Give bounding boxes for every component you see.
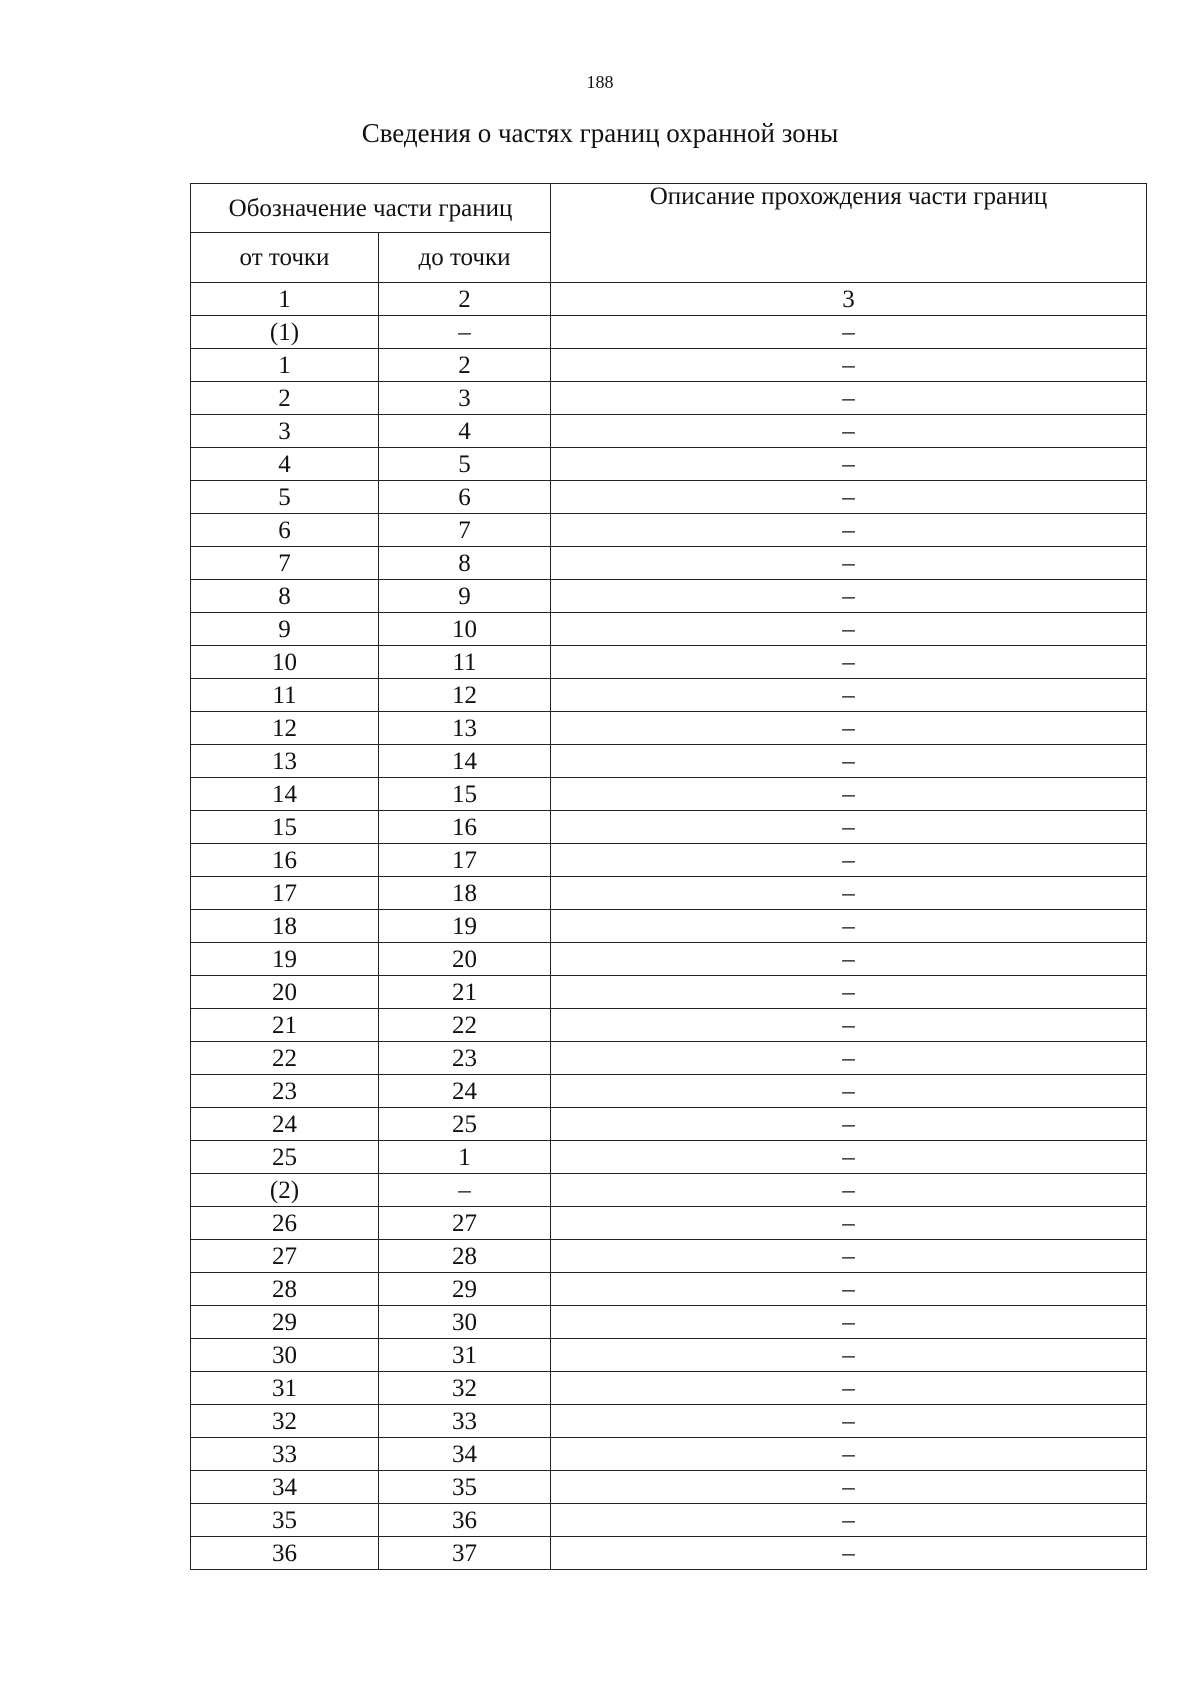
cell-from-point: (2) xyxy=(191,1174,379,1207)
table-row xyxy=(191,613,1147,646)
column-number: 2 xyxy=(379,283,551,316)
table-row xyxy=(191,943,1147,976)
cell-from-point: 8 xyxy=(191,580,379,613)
cell-description: – xyxy=(551,481,1147,514)
cell-from-point: 33 xyxy=(191,1438,379,1471)
cell-description: – xyxy=(551,1207,1147,1240)
table-row xyxy=(191,1471,1147,1504)
cell-description: – xyxy=(551,1372,1147,1405)
cell-to-point: 8 xyxy=(379,547,551,580)
cell-to-point: 23 xyxy=(379,1042,551,1075)
cell-to-point: 1 xyxy=(379,1141,551,1174)
cell-to-point: 18 xyxy=(379,877,551,910)
cell-from-point: 2 xyxy=(191,382,379,415)
table-row xyxy=(191,745,1147,778)
cell-description: – xyxy=(551,1405,1147,1438)
cell-from-point: 1 xyxy=(191,349,379,382)
table-row xyxy=(191,811,1147,844)
cell-description: – xyxy=(551,1108,1147,1141)
cell-description: – xyxy=(551,1141,1147,1174)
cell-to-point: 35 xyxy=(379,1471,551,1504)
cell-from-point: 24 xyxy=(191,1108,379,1141)
cell-to-point: 17 xyxy=(379,844,551,877)
column-number: 3 xyxy=(551,283,1147,316)
table-row xyxy=(191,1141,1147,1174)
cell-description: – xyxy=(551,778,1147,811)
cell-from-point: 34 xyxy=(191,1471,379,1504)
table-row xyxy=(191,1174,1147,1207)
table-row xyxy=(191,514,1147,547)
cell-from-point: 29 xyxy=(191,1306,379,1339)
cell-description: – xyxy=(551,811,1147,844)
cell-from-point: 21 xyxy=(191,1009,379,1042)
cell-description: – xyxy=(551,382,1147,415)
table-row xyxy=(191,481,1147,514)
cell-description: – xyxy=(551,613,1147,646)
cell-from-point: 16 xyxy=(191,844,379,877)
cell-from-point: 26 xyxy=(191,1207,379,1240)
cell-to-point: 14 xyxy=(379,745,551,778)
cell-from-point: 32 xyxy=(191,1405,379,1438)
cell-to-point: 9 xyxy=(379,580,551,613)
cell-description: – xyxy=(551,1273,1147,1306)
cell-from-point: 36 xyxy=(191,1537,379,1570)
cell-from-point: 30 xyxy=(191,1339,379,1372)
cell-description: – xyxy=(551,1537,1147,1570)
cell-from-point: 28 xyxy=(191,1273,379,1306)
cell-to-point: 30 xyxy=(379,1306,551,1339)
cell-from-point: 27 xyxy=(191,1240,379,1273)
table-row xyxy=(191,1339,1147,1372)
cell-to-point: 31 xyxy=(379,1339,551,1372)
table-row xyxy=(191,910,1147,943)
table-row xyxy=(191,580,1147,613)
cell-description: – xyxy=(551,1339,1147,1372)
header-from-point: от точки xyxy=(191,233,379,283)
cell-description: – xyxy=(551,976,1147,1009)
cell-to-point: 27 xyxy=(379,1207,551,1240)
cell-to-point: 15 xyxy=(379,778,551,811)
cell-from-point: 12 xyxy=(191,712,379,745)
cell-description: – xyxy=(551,349,1147,382)
boundary-parts-table xyxy=(190,183,1147,1570)
cell-description: – xyxy=(551,943,1147,976)
cell-from-point: 23 xyxy=(191,1075,379,1108)
cell-description: – xyxy=(551,910,1147,943)
cell-description: – xyxy=(551,1009,1147,1042)
cell-from-point: 4 xyxy=(191,448,379,481)
table-row xyxy=(191,349,1147,382)
table-row xyxy=(191,547,1147,580)
page-title: Сведения о частях границ охранной зоны xyxy=(361,118,839,148)
cell-to-point: 4 xyxy=(379,415,551,448)
header-description: Описание прохождения части границ xyxy=(551,184,1147,283)
table-row xyxy=(191,877,1147,910)
cell-from-point: 31 xyxy=(191,1372,379,1405)
header-to-point: до точки xyxy=(379,233,551,283)
cell-from-point: 14 xyxy=(191,778,379,811)
table-row xyxy=(191,448,1147,481)
cell-to-point: 25 xyxy=(379,1108,551,1141)
cell-description: – xyxy=(551,415,1147,448)
table-row xyxy=(191,382,1147,415)
cell-from-point: 9 xyxy=(191,613,379,646)
cell-to-point: – xyxy=(379,316,551,349)
cell-from-point: 35 xyxy=(191,1504,379,1537)
header-boundary-designation: Обозначение части границ xyxy=(191,184,551,233)
cell-to-point: 6 xyxy=(379,481,551,514)
cell-to-point: 28 xyxy=(379,1240,551,1273)
table-row xyxy=(191,1537,1147,1570)
cell-from-point: 19 xyxy=(191,943,379,976)
cell-to-point: 16 xyxy=(379,811,551,844)
cell-description: – xyxy=(551,1174,1147,1207)
table-row xyxy=(191,1009,1147,1042)
cell-to-point: 29 xyxy=(379,1273,551,1306)
table-row xyxy=(191,844,1147,877)
cell-description: – xyxy=(551,580,1147,613)
table-row xyxy=(191,646,1147,679)
table-row xyxy=(191,1108,1147,1141)
cell-from-point: 15 xyxy=(191,811,379,844)
table-row xyxy=(191,1372,1147,1405)
cell-from-point: 25 xyxy=(191,1141,379,1174)
table-row xyxy=(191,1438,1147,1471)
table-row xyxy=(191,976,1147,1009)
cell-from-point: 6 xyxy=(191,514,379,547)
cell-from-point: 10 xyxy=(191,646,379,679)
cell-to-point: 12 xyxy=(379,679,551,712)
cell-description: – xyxy=(551,1471,1147,1504)
cell-from-point: (1) xyxy=(191,316,379,349)
cell-to-point: 22 xyxy=(379,1009,551,1042)
table-row xyxy=(191,1405,1147,1438)
cell-to-point: 24 xyxy=(379,1075,551,1108)
table-row xyxy=(191,1504,1147,1537)
cell-to-point: 10 xyxy=(379,613,551,646)
cell-from-point: 11 xyxy=(191,679,379,712)
cell-to-point: – xyxy=(379,1174,551,1207)
cell-description: – xyxy=(551,679,1147,712)
cell-to-point: 11 xyxy=(379,646,551,679)
cell-from-point: 13 xyxy=(191,745,379,778)
cell-description: – xyxy=(551,316,1147,349)
cell-description: – xyxy=(551,712,1147,745)
cell-to-point: 2 xyxy=(379,349,551,382)
cell-from-point: 18 xyxy=(191,910,379,943)
cell-from-point: 22 xyxy=(191,1042,379,1075)
table-row xyxy=(191,1240,1147,1273)
cell-description: – xyxy=(551,745,1147,778)
cell-to-point: 20 xyxy=(379,943,551,976)
cell-to-point: 19 xyxy=(379,910,551,943)
table-row xyxy=(191,316,1147,349)
cell-to-point: 21 xyxy=(379,976,551,1009)
column-number: 1 xyxy=(191,283,379,316)
cell-from-point: 5 xyxy=(191,481,379,514)
cell-to-point: 34 xyxy=(379,1438,551,1471)
cell-description: – xyxy=(551,448,1147,481)
table-row xyxy=(191,778,1147,811)
cell-from-point: 7 xyxy=(191,547,379,580)
cell-from-point: 17 xyxy=(191,877,379,910)
cell-to-point: 36 xyxy=(379,1504,551,1537)
table-row xyxy=(191,1042,1147,1075)
cell-description: – xyxy=(551,1240,1147,1273)
cell-from-point: 20 xyxy=(191,976,379,1009)
table-row xyxy=(191,679,1147,712)
table-row xyxy=(191,1207,1147,1240)
table-row xyxy=(191,1273,1147,1306)
cell-from-point: 3 xyxy=(191,415,379,448)
cell-description: – xyxy=(551,1438,1147,1471)
table-row xyxy=(191,712,1147,745)
cell-description: – xyxy=(551,1042,1147,1075)
cell-description: – xyxy=(551,646,1147,679)
cell-description: – xyxy=(551,1306,1147,1339)
cell-description: – xyxy=(551,547,1147,580)
table-row xyxy=(191,1306,1147,1339)
cell-to-point: 37 xyxy=(379,1537,551,1570)
cell-to-point: 33 xyxy=(379,1405,551,1438)
cell-to-point: 7 xyxy=(379,514,551,547)
cell-description: – xyxy=(551,877,1147,910)
cell-to-point: 13 xyxy=(379,712,551,745)
page-number: 188 xyxy=(586,72,614,92)
cell-description: – xyxy=(551,1504,1147,1537)
cell-to-point: 3 xyxy=(379,382,551,415)
cell-description: – xyxy=(551,844,1147,877)
cell-description: – xyxy=(551,1075,1147,1108)
cell-description: – xyxy=(551,514,1147,547)
table-row xyxy=(191,1075,1147,1108)
cell-to-point: 32 xyxy=(379,1372,551,1405)
table-row xyxy=(191,415,1147,448)
cell-to-point: 5 xyxy=(379,448,551,481)
